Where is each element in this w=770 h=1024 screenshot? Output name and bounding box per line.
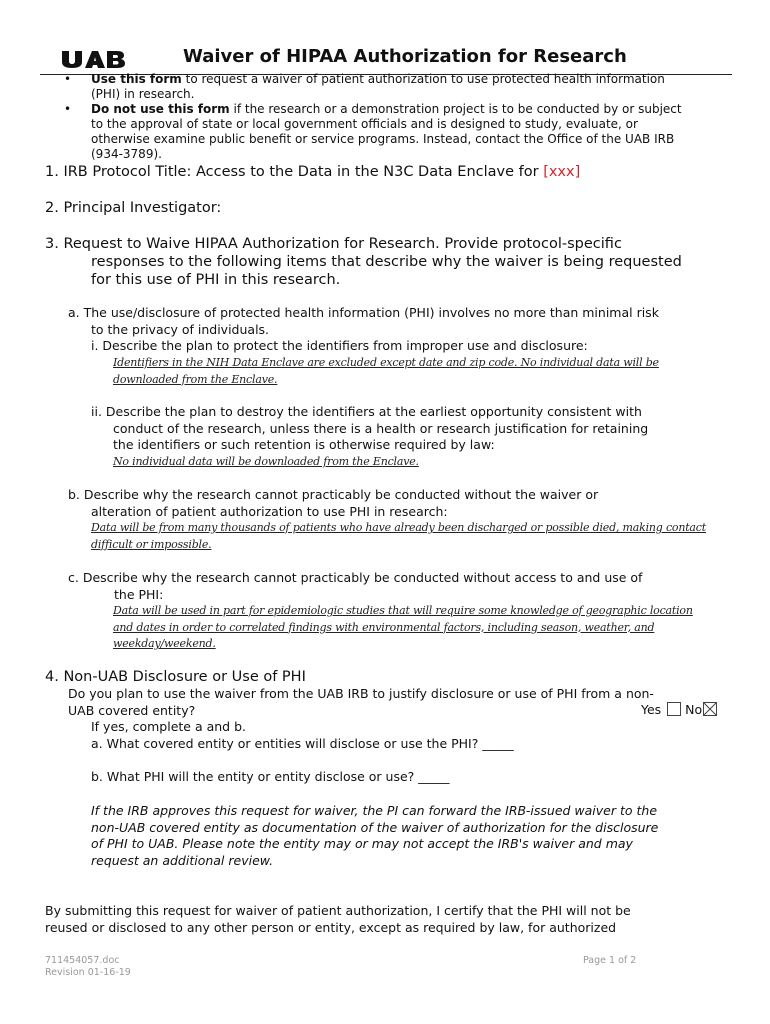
bullet-use-text: to request a waiver of patient authorization to use protected health information	[181, 72, 665, 86]
question-line: ii. Describe the plan to destroy the identifiers at the earliest opportunity consistent with	[91, 404, 642, 419]
section-3a-minimal-risk	[68, 305, 659, 338]
question-line: the identifiers or such retention is otherwise required by law:	[113, 437, 495, 452]
revision-date: Revision 01-16-19	[45, 967, 131, 978]
note-line: request an additional review.	[91, 852, 274, 868]
bullet-do-not-use	[91, 102, 682, 162]
closing-line: By submitting this request for waiver of patient authorization, I certify that the PHI will not be	[45, 903, 631, 918]
section-3-request	[45, 235, 682, 289]
answer-line: Identifiers in the NIH Data Enclave are excluded except date and zip code. No individual data will be	[113, 356, 659, 369]
no-label: No	[685, 702, 703, 717]
answer-line: Data will be used in part for epidemiologic studies that will require some knowledge of geographic location	[113, 604, 693, 617]
answer-line: downloaded from the Enclave.	[113, 372, 278, 386]
uab-logo	[60, 49, 126, 69]
section-3a-ii-question	[91, 404, 648, 454]
protocol-title-placeholder: [xxx]	[543, 164, 581, 180]
page-number: Page 1 of 2	[583, 955, 637, 966]
note-line: If the IRB approves this request for waiver, the PI can forward the IRB-issued waiver to the	[91, 803, 658, 818]
section-3a-i-question: i. Describe the plan to protect the identifiers from improper use and disclosure:	[91, 338, 588, 353]
bullet-icon: •	[64, 102, 72, 116]
answer-line: No individual data will be downloaded from the Enclave.	[113, 455, 419, 468]
section-3a-line-1: a. The use/disclosure of protected health information (PHI) involves no more than minimal risk	[68, 305, 659, 320]
question-line: the PHI:	[114, 586, 164, 602]
question-line: UAB covered entity?	[68, 702, 196, 718]
question-line: alteration of patient authorization to use PHI in research:	[91, 503, 448, 519]
section-1-label: 1. IRB Protocol Title: Access to the Data in the N3C Data Enclave for	[45, 164, 544, 180]
bullet-donot-text-4: (934-3789).	[91, 147, 162, 161]
section-3a-line-2: to the privacy of individuals.	[91, 321, 270, 337]
bullet-donot-bold: Do not use this form	[91, 102, 230, 116]
no-checkbox[interactable]	[703, 702, 717, 716]
section-4-title: 4. Non-UAB Disclosure or Use of PHI	[45, 669, 306, 685]
section-4-question	[68, 686, 654, 719]
if-yes-instruction: If yes, complete a and b.	[91, 719, 246, 734]
yes-checkbox[interactable]	[667, 702, 681, 716]
answer-line: weekday/weekend.	[113, 637, 216, 650]
section-4b-question[interactable]: b. What PHI will the entity or entity disclose or use? _____	[91, 769, 450, 784]
note-line: of PHI to UAB. Please note the entity may or may not accept the IRB's waiver and may	[91, 836, 633, 851]
section-3-line-2: responses to the following items that describe why the waiver is being requested	[91, 254, 682, 270]
yes-label: Yes	[641, 702, 662, 717]
section-2-principal-investigator: 2. Principal Investigator:	[45, 200, 222, 216]
yes-no-choice	[641, 702, 717, 719]
section-3a-i-answer[interactable]	[113, 355, 659, 388]
bullet-use-text-2: (PHI) in research.	[91, 87, 195, 101]
doc-filename: 711454057.doc	[45, 955, 120, 966]
section-3b-answer[interactable]	[91, 520, 706, 553]
section-3c-question	[68, 570, 642, 603]
question-line: conduct of the research, unless there is a health or research justification for retaining	[113, 420, 649, 436]
bullet-use-form	[91, 72, 665, 102]
checked-x-icon	[704, 703, 716, 715]
note-line: non-UAB covered entity as documentation of the waiver of authorization for the disclosure	[91, 819, 659, 835]
page-title: Waiver of HIPAA Authorization for Research	[183, 46, 627, 67]
answer-line: and dates in order to correlated findings with environmental factors, including season, weather, and	[113, 620, 655, 634]
section-4a-question[interactable]: a. What covered entity or entities will disclose or use the PHI? _____	[91, 736, 514, 751]
bullet-donot-text-3: otherwise examine public benefit or service programs. Instead, contact the Office of the UAB IRB	[91, 132, 675, 146]
answer-line: Data will be from many thousands of patients who have already been discharged or possible died, making contact	[91, 521, 706, 534]
section-3b-question	[68, 487, 598, 520]
bullet-use-bold: Use this form	[91, 72, 182, 86]
question-line: Do you plan to use the waiver from the UAB IRB to justify disclosure or use of PHI from a non-	[68, 686, 654, 701]
closing-line: reused or disclosed to any other person or entity, except as required by law, for authorized	[45, 919, 617, 935]
certification-statement	[45, 903, 631, 936]
section-3c-answer[interactable]	[113, 603, 693, 653]
section-4-note	[91, 803, 658, 869]
section-3-line-1: 3. Request to Waive HIPAA Authorization for Research. Provide protocol-specific	[45, 236, 622, 252]
bullet-donot-text-2: to the approval of state or local government officials and is designed to study, evaluate, or	[91, 117, 638, 131]
bullet-donot-text: if the research or a demonstration project is to be conducted by or subject	[229, 102, 682, 116]
answer-line: difficult or impossible.	[91, 537, 212, 551]
question-line: b. Describe why the research cannot practicably be conducted without the waiver or	[68, 487, 599, 502]
section-1-protocol-title	[45, 163, 580, 181]
section-3a-ii-answer[interactable]	[113, 454, 419, 471]
bullet-icon: •	[64, 72, 72, 86]
question-line: c. Describe why the research cannot practicably be conducted without access to and use of	[68, 570, 643, 585]
section-3-line-3: for this use of PHI in this research.	[91, 272, 341, 288]
footer-doc-info	[45, 955, 131, 979]
